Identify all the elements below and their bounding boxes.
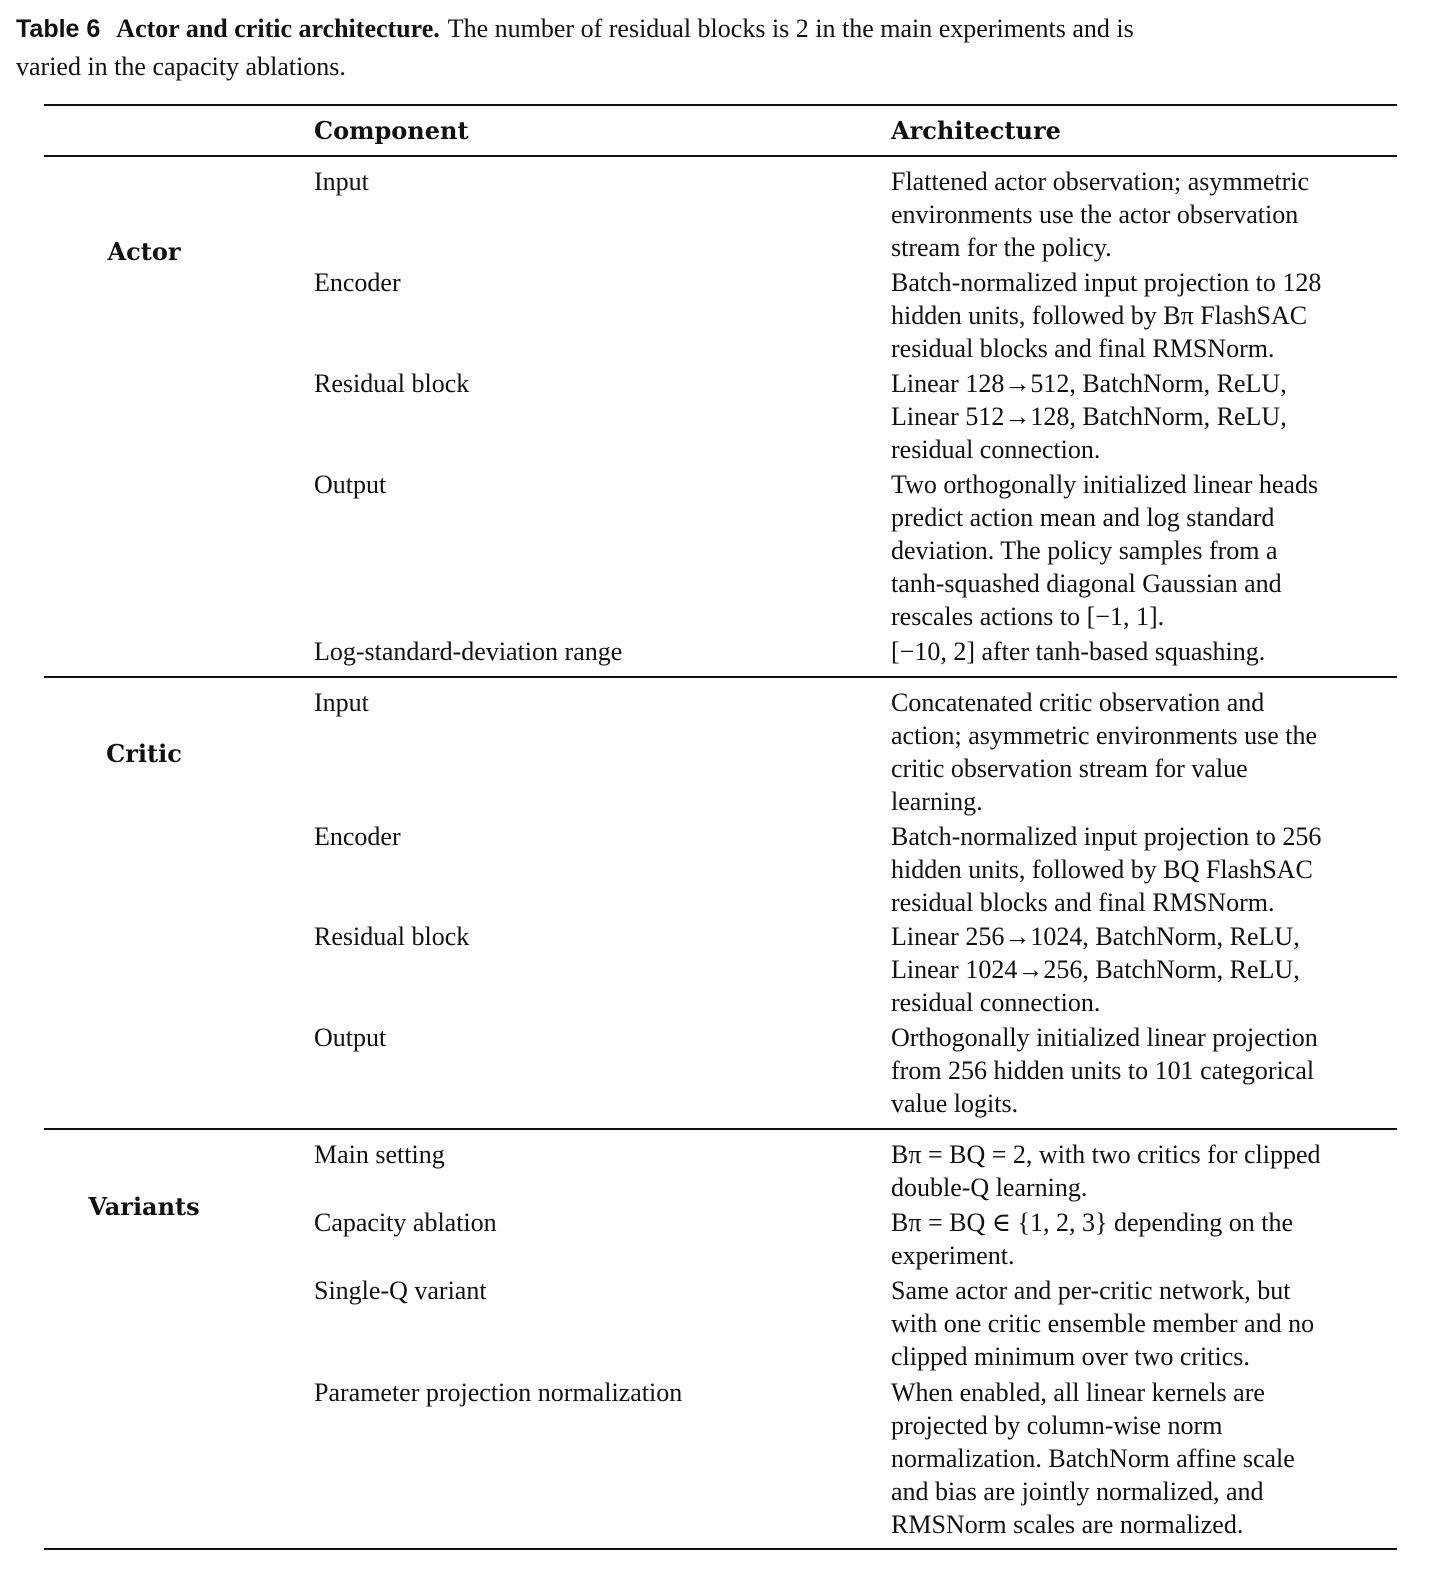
arch-line: and bias are jointly normalized, and xyxy=(891,1477,1264,1506)
arch-line: Linear 512→128, BatchNorm, ReLU, xyxy=(891,402,1287,431)
arch-line: residual blocks and final RMSNorm. xyxy=(891,888,1275,917)
arch-line: double-Q learning. xyxy=(891,1173,1088,1202)
arch-line: hidden units, followed by BQ FlashSAC xyxy=(891,855,1313,884)
critic-residual-component: Residual block xyxy=(314,922,470,951)
actor-logstd-component: Log-standard-deviation range xyxy=(314,637,623,666)
arch-line: rescales actions to [−1, 1]. xyxy=(891,602,1165,631)
arch-line: residual connection. xyxy=(891,435,1101,464)
variants-capacity-component: Capacity ablation xyxy=(314,1208,497,1237)
variants-main-architecture xyxy=(891,1138,1401,1204)
arch-line: Orthogonally initialized linear projection xyxy=(891,1023,1318,1052)
critic-residual-architecture xyxy=(891,920,1401,1019)
group-actor: Actor xyxy=(107,237,181,266)
arch-line: value logits. xyxy=(891,1089,1019,1118)
arch-line: projected by column-wise norm xyxy=(891,1411,1223,1440)
actor-input-architecture xyxy=(891,165,1401,264)
arch-line: environments use the actor observation xyxy=(891,200,1299,229)
variants-ppn-architecture xyxy=(891,1376,1401,1541)
arch-line: residual connection. xyxy=(891,988,1101,1017)
arch-line: with one critic ensemble member and no xyxy=(891,1309,1315,1338)
group-variants: Variants xyxy=(88,1192,200,1221)
actor-input-component: Input xyxy=(314,167,369,196)
arch-line: from 256 hidden units to 101 categorical xyxy=(891,1056,1315,1085)
arch-line: Linear 1024→256, BatchNorm, ReLU, xyxy=(891,955,1300,984)
table-label: Table 6 xyxy=(16,15,101,43)
arch-line: Bπ = BQ = 2, with two critics for clipped xyxy=(891,1140,1321,1169)
arch-line: deviation. The policy samples from a xyxy=(891,536,1278,565)
actor-critic-rule xyxy=(44,676,1397,678)
arch-line: tanh-squashed diagonal Gaussian and xyxy=(891,569,1282,598)
arch-line: RMSNorm scales are normalized. xyxy=(891,1510,1244,1539)
variants-singleq-component: Single-Q variant xyxy=(314,1276,487,1305)
arch-line: predict action mean and log standard xyxy=(891,503,1275,532)
arch-line: Linear 256→1024, BatchNorm, ReLU, xyxy=(891,922,1300,951)
actor-encoder-architecture xyxy=(891,266,1401,365)
critic-variants-rule xyxy=(44,1128,1397,1130)
header-rule xyxy=(44,155,1397,157)
critic-encoder-architecture xyxy=(891,820,1401,919)
arch-line: learning. xyxy=(891,787,983,816)
critic-output-architecture xyxy=(891,1021,1401,1120)
variants-ppn-component: Parameter projection normalization xyxy=(314,1378,683,1407)
arch-line: Batch-normalized input projection to 256 xyxy=(891,822,1322,851)
variants-capacity-architecture xyxy=(891,1206,1401,1272)
arch-line: When enabled, all linear kernels are xyxy=(891,1378,1265,1407)
top-rule xyxy=(44,104,1397,106)
caption-text-line1: The number of residual blocks is 2 in the main experiments and is xyxy=(447,14,1134,43)
arch-line: hidden units, followed by Bπ FlashSAC xyxy=(891,301,1308,330)
arch-line: action; asymmetric environments use the xyxy=(891,721,1317,750)
critic-input-architecture xyxy=(891,686,1401,818)
arch-line: [−10, 2] after tanh-based squashing. xyxy=(891,637,1266,666)
arch-line: critic observation stream for value xyxy=(891,754,1248,783)
arch-line: Linear 128→512, BatchNorm, ReLU, xyxy=(891,369,1287,398)
actor-output-architecture xyxy=(891,468,1401,633)
arch-line: stream for the policy. xyxy=(891,233,1112,262)
arch-line: Bπ = BQ ∈ {1, 2, 3} depending on the xyxy=(891,1208,1294,1237)
caption-text-line2: varied in the capacity ablations. xyxy=(16,52,346,81)
arch-line: residual blocks and final RMSNorm. xyxy=(891,334,1275,363)
variants-singleq-architecture xyxy=(891,1274,1401,1373)
table-title: Actor and critic architecture. xyxy=(116,14,440,43)
critic-output-component: Output xyxy=(314,1023,387,1052)
actor-residual-architecture xyxy=(891,367,1401,466)
table-caption xyxy=(16,10,1431,85)
header-component: Component xyxy=(314,116,469,145)
arch-line: Two orthogonally initialized linear heads xyxy=(891,470,1319,499)
arch-line: experiment. xyxy=(891,1241,1015,1270)
actor-encoder-component: Encoder xyxy=(314,268,401,297)
group-critic: Critic xyxy=(106,739,182,768)
actor-residual-component: Residual block xyxy=(314,369,470,398)
arch-line: normalization. BatchNorm affine scale xyxy=(891,1444,1295,1473)
header-architecture: Architecture xyxy=(891,116,1061,145)
actor-output-component: Output xyxy=(314,470,387,499)
critic-encoder-component: Encoder xyxy=(314,822,401,851)
bottom-rule xyxy=(44,1548,1397,1550)
arch-line: Flattened actor observation; asymmetric xyxy=(891,167,1310,196)
actor-logstd-architecture xyxy=(891,635,1401,668)
critic-input-component: Input xyxy=(314,688,369,717)
arch-line: Batch-normalized input projection to 128 xyxy=(891,268,1322,297)
arch-line: Same actor and per-critic network, but xyxy=(891,1276,1291,1305)
arch-line: clipped minimum over two critics. xyxy=(891,1342,1250,1371)
variants-main-component: Main setting xyxy=(314,1140,445,1169)
arch-line: Concatenated critic observation and xyxy=(891,688,1265,717)
